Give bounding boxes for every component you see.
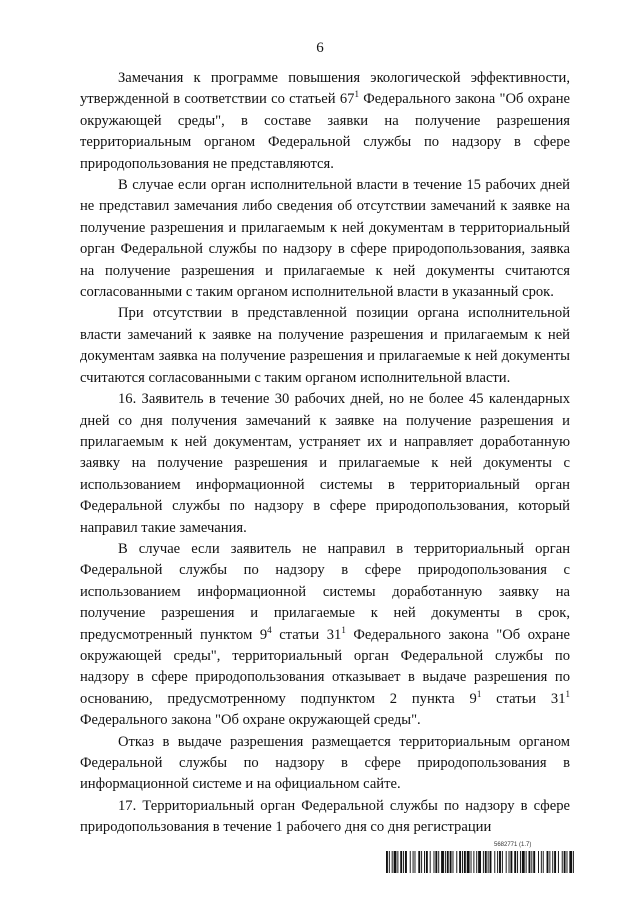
paragraph-p3: При отсутствии в представленной позиции органа исполнительной власти замечаний к заявке на получение разрешения и прилагаемым к ней документам заявка на получение разрешения и прилагаемые к ней документы считаются согласованными с таким органом исполнительной власти. bbox=[80, 305, 570, 386]
paragraph-p2: В случае если орган исполнительной власти в течение 15 рабочих дней не представил замечания либо сведения об отсутствии замечаний к заявке на получение разрешения и прилагаемым к ней документам в территориальный орган Федеральной службы по надзору в сфере природопользования, заявка на получение разрешения и прилагаемые к ней документы считаются согласованными с таким органом исполнительной власти в указанный срок. bbox=[80, 177, 570, 301]
paragraph-p1: Замечания к программе повышения экологической эффективности, утвержденной в соответствии со статьей $67^1$ Федерального закона "Об охране окружающей среды", в составе заявки на получение разрешения территориальным органом Федеральной службы по надзору в сфере природопользования не представляются. bbox=[80, 70, 570, 172]
paragraph-p5: В случае если заявитель не направил в территориальный орган Федеральной службы по надзору в сфере природопользования с использованием информационной системы доработанную заявку на получение разрешения и прилагаемые к ней документы в срок, предусмотренный пунктом $9^4$ статьи $31^1$ Федерального закона "Об охране окружающей среды", территориальный орган Федеральной службы по надзору в сфере природопользования отказывает в выдаче разрешения по основанию, предусмотренному подпунктом 2 пункта $9^1$ статьи $31^1$ Федерального закона "Об охране окружающей среды". bbox=[80, 540, 570, 729]
page-number: 6 bbox=[316, 40, 324, 56]
document-code: 5682771 (1.7) bbox=[494, 842, 532, 848]
document-body bbox=[80, 68, 570, 839]
paragraph-p4: 16. Заявитель в течение 30 рабочих дней, но не более 45 календарных дней со дня получения замечаний к заявке на получение разрешения и прилагаемым к ней документам, устраняет их и направляет доработанную заявку на получение разрешения и прилагаемые к ней документы с использованием информационной системы в территориальный орган Федеральной службы по надзору в сфере природопользования, который направил такие замечания. bbox=[80, 391, 570, 536]
paragraph-p6: Отказ в выдаче разрешения размещается территориальным органом Федеральной службы по надзору в сфере природопользования в информационной системе и на официальном сайте. bbox=[80, 733, 570, 793]
paragraph-p7: 17. Территориальный орган Федеральной службы по надзору в сфере природопользования в течение 1 рабочего дня со дня регистрации bbox=[80, 797, 570, 836]
barcode bbox=[386, 851, 574, 873]
